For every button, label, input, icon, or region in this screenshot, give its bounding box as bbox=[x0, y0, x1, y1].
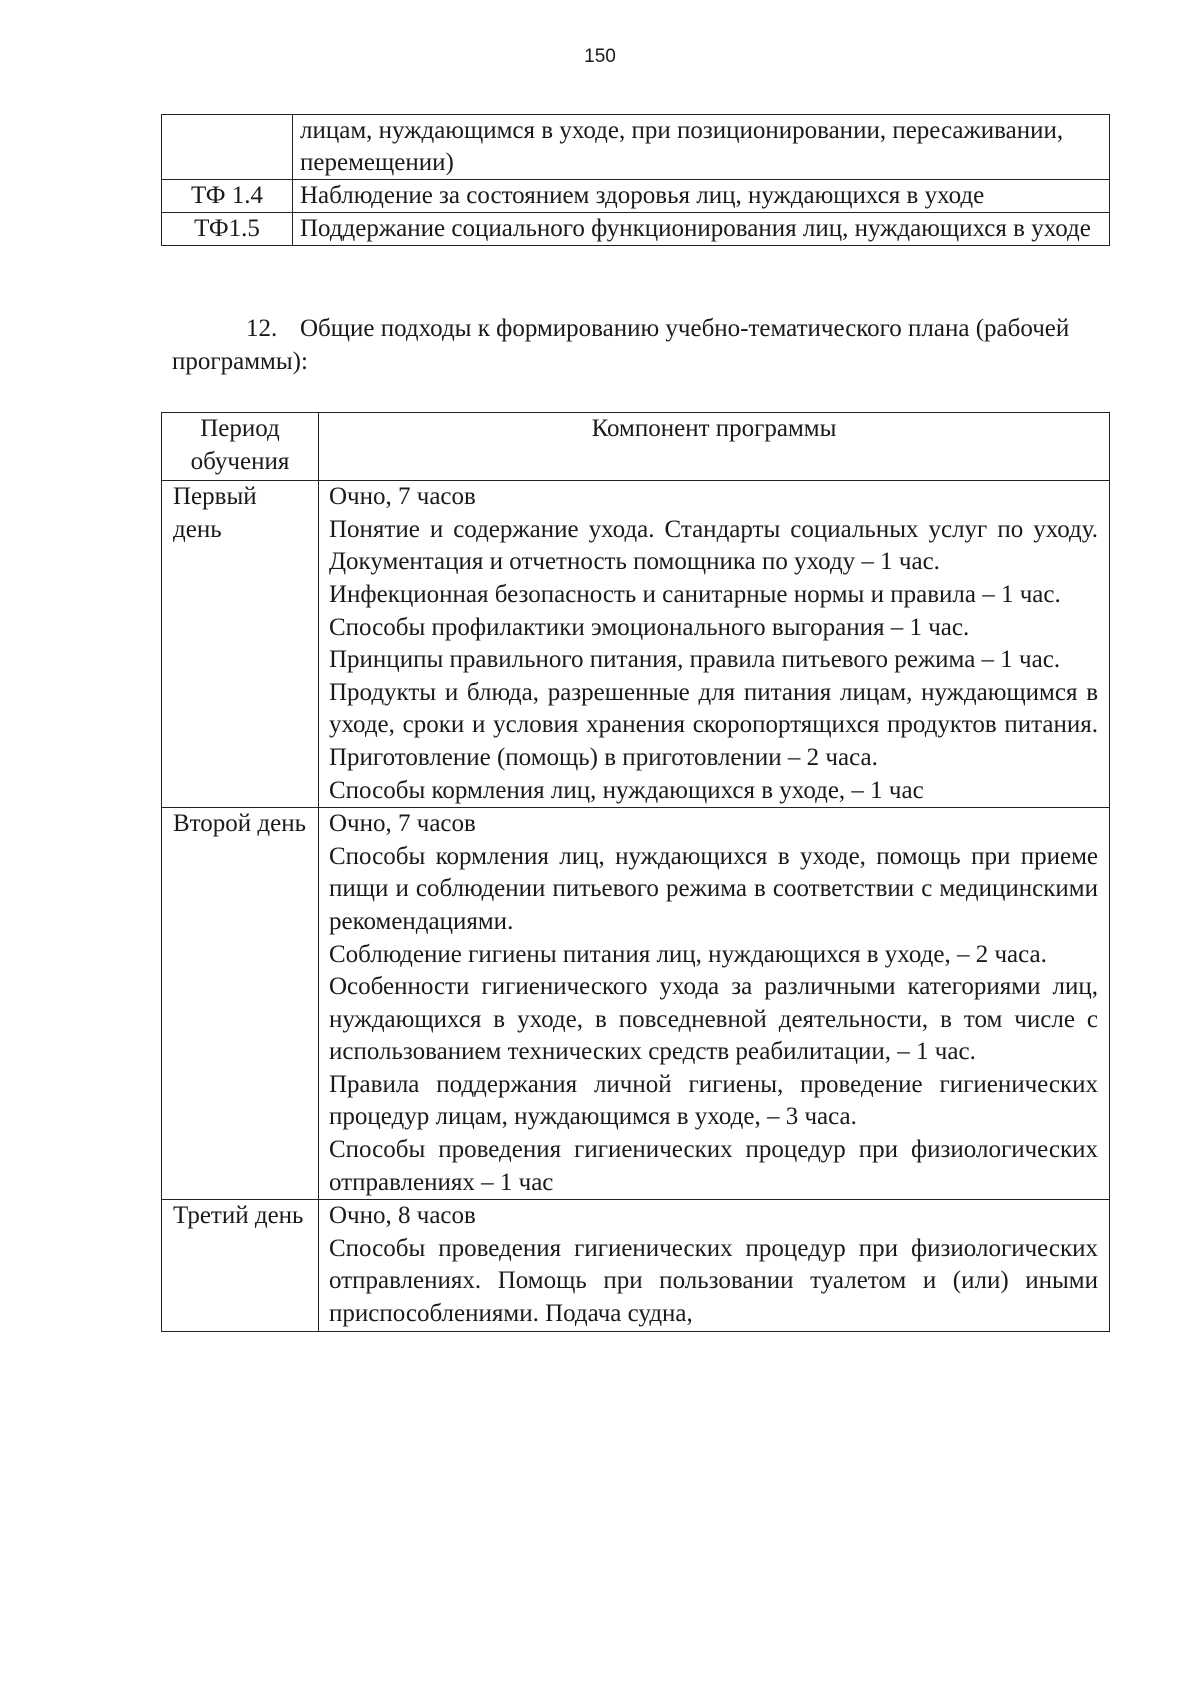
table-row bbox=[162, 808, 1110, 1200]
tf-description: лицам, нуждающимся в уходе, при позиционировании, пересаживании, перемещении) bbox=[293, 115, 1110, 180]
topic-item: Способы кормления лиц, нуждающихся в уходе, помощь при приеме пищи и соблюдении питьевого режима в соответствии с медицинскими рекомендациями. bbox=[329, 842, 1098, 935]
topic-item: Способы профилактики эмоционального выгорания – 1 час. bbox=[329, 613, 970, 641]
content-cell bbox=[319, 808, 1110, 1200]
tf-table bbox=[161, 114, 1110, 246]
topic-item: Способы проведения гигиенических процедур при физиологических отправлениях. Помощь при пользовании туалетом и (или) иными приспособлениями. Подача судна, bbox=[329, 1234, 1098, 1328]
topic-item: Способы кормления лиц, нуждающихся в уходе, – 1 час bbox=[329, 776, 924, 804]
table-row bbox=[162, 180, 1110, 213]
topic-item: Правила поддержания личной гигиены, проведение гигиенических процедур лицам, нуждающимся в уходе, – 3 часа. bbox=[329, 1070, 1098, 1131]
tf-code bbox=[162, 115, 293, 180]
section-title: Общие подходы к формированию учебно-тематического плана (рабочей программы): bbox=[172, 315, 1070, 375]
header-component: Компонент программы bbox=[319, 413, 1110, 481]
plan-table bbox=[161, 412, 1110, 1332]
period-cell: Третий день bbox=[162, 1200, 319, 1331]
period-cell: Первый день bbox=[162, 481, 319, 808]
topic-item: Инфекционная безопасность и санитарные нормы и правила – 1 час. bbox=[329, 580, 1061, 608]
study-mode: Очно, 7 часов bbox=[329, 483, 476, 511]
study-mode: Очно, 8 часов bbox=[329, 1202, 476, 1230]
tf-description: Наблюдение за состоянием здоровья лиц, нуждающихся в уходе bbox=[293, 180, 1110, 213]
section-number: 12. bbox=[246, 315, 278, 342]
topic-item: Соблюдение гигиены питания лиц, нуждающихся в уходе, – 2 часа. bbox=[329, 940, 1047, 968]
topic-item: Способы проведения гигиенических процедур при физиологических отправлениях – 1 час bbox=[329, 1136, 1098, 1196]
header-period: Период обучения bbox=[162, 413, 319, 481]
content-cell bbox=[319, 481, 1110, 808]
topic-item: Понятие и содержание ухода. Стандарты социальных услуг по уходу. Документация и отчетность помощника по уходу – 1 час. bbox=[329, 515, 1098, 576]
tf-code: ТФ 1.4 bbox=[162, 180, 293, 213]
topic-item: Принципы правильного питания, правила питьевого режима – 1 час. bbox=[329, 646, 1061, 674]
content-cell bbox=[319, 1200, 1110, 1331]
tf-description: Поддержание социального функционирования лиц, нуждающихся в уходе bbox=[293, 213, 1110, 246]
topic-item: Особенности гигиенического ухода за различными категориями лиц, нуждающихся в уходе, в повседневной деятельности, в том числе с использованием технических средств реабилитации, – 1 час. bbox=[329, 973, 1098, 1066]
table-row bbox=[162, 213, 1110, 246]
topic-item: Продукты и блюда, разрешенные для питания лицам, нуждающимся в уходе, сроки и условия хранения скоропортящихся продуктов питания. Приготовление (помощь) в приготовлении – 2 часа. bbox=[329, 678, 1098, 771]
period-cell: Второй день bbox=[162, 808, 319, 1200]
tf-code: ТФ1.5 bbox=[162, 213, 293, 246]
section-heading bbox=[172, 312, 1092, 378]
table-row bbox=[162, 481, 1110, 808]
study-mode: Очно, 7 часов bbox=[329, 810, 476, 838]
table-row bbox=[162, 115, 1110, 180]
page-number: 150 bbox=[584, 46, 616, 67]
table-header-row bbox=[162, 413, 1110, 481]
table-row bbox=[162, 1200, 1110, 1331]
